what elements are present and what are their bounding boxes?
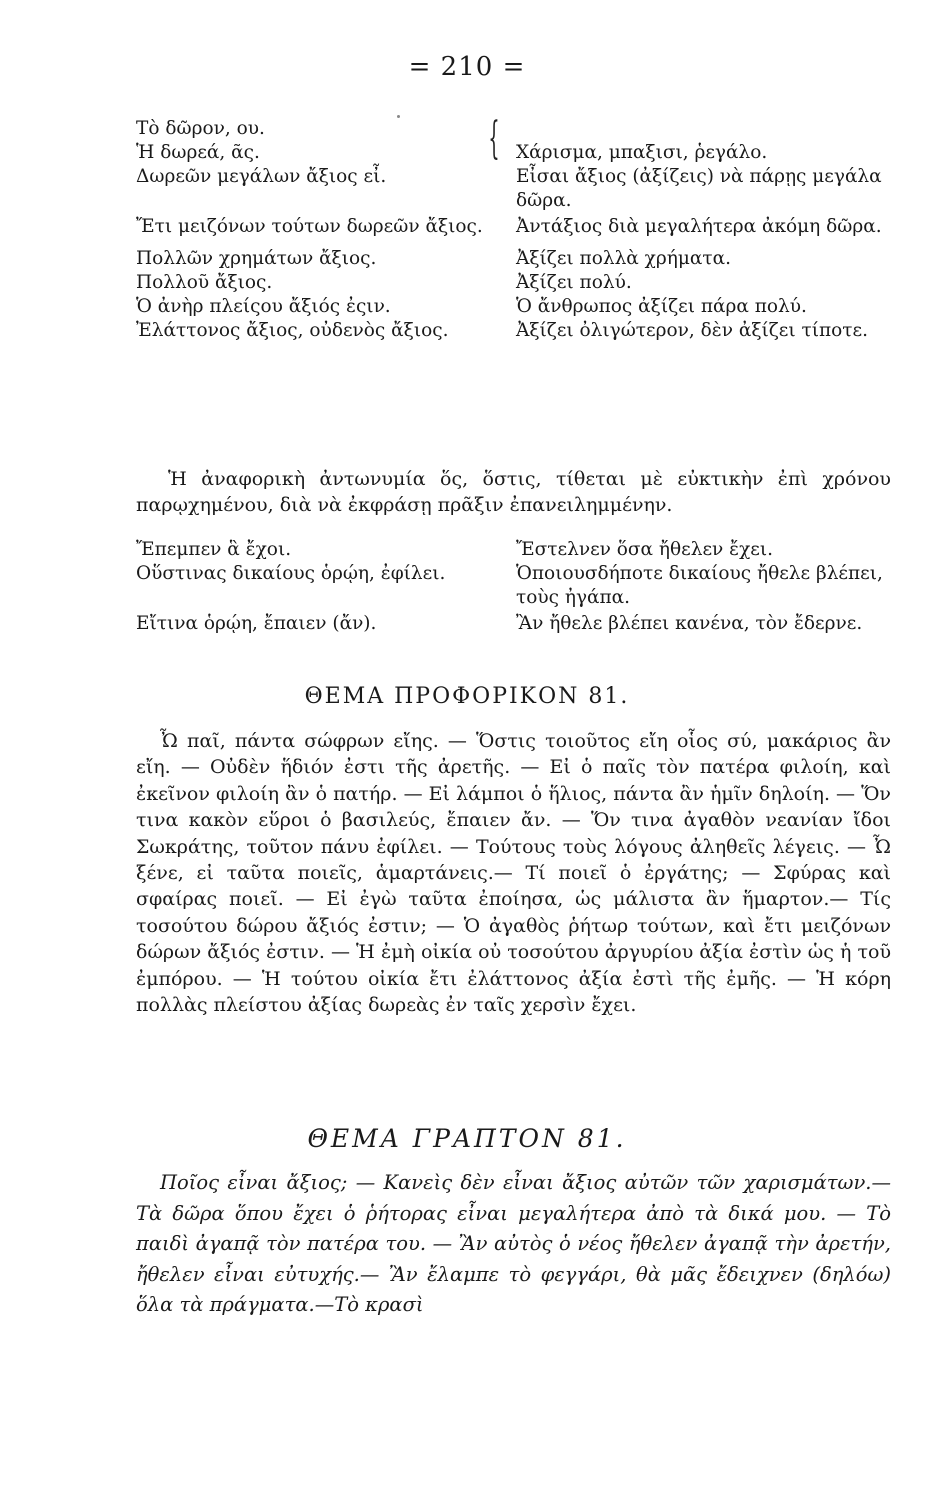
brace-mark: { xyxy=(488,113,500,164)
vocab-modern: Ἀξίζει ὀλιγώτερον, δὲν ἀξίζει τίποτε. xyxy=(516,320,869,341)
vocab-modern: Ἀντάξιος διὰ μεγαλήτερα ἀκόμη δῶρα. xyxy=(516,216,882,237)
vocab-row xyxy=(136,295,896,319)
vocab-ancient: Πολλῶν χρημάτων ἄξιος. xyxy=(136,248,377,269)
vocab-modern: Χάρισμα, μπαξισι, ῥεγάλο. xyxy=(516,142,768,163)
vocab-ancient: Τὸ δῶρον, ου. xyxy=(136,118,265,139)
vocab-modern: Ὁποιουσδήποτε δικαίους ἤθελε βλέπει, τοὺς ἠγάπα. xyxy=(516,563,883,608)
vocab-modern: Εἶσαι ἄξιος (ἀξίζεις) νὰ πάρῃς μεγάλα δῶρα. xyxy=(516,166,882,211)
vocab-modern: Ὁ ἄνθρωπος ἀξίζει πάρα πολύ. xyxy=(516,296,807,317)
vocab-modern: Ἀξίζει πολλὰ χρήματα. xyxy=(516,248,731,269)
vocab-ancient: Εἴτινα ὁρῴη, ἔπαιεν (ἄν). xyxy=(136,613,377,634)
vocab-block-1 xyxy=(136,113,896,343)
vocab-ancient: Δωρεῶν μεγάλων ἄξιος εἶ. xyxy=(136,166,387,187)
vocab-block-2 xyxy=(136,538,896,636)
vocab-row xyxy=(136,538,896,562)
vocab-modern: Ἀξίζει πολύ. xyxy=(516,272,632,293)
vocab-row xyxy=(136,562,896,610)
vocab-row xyxy=(136,319,896,343)
vocab-row xyxy=(136,612,896,636)
heading-oral: ΘΕΜΑ ΠΡΟΦΟΡΙΚΟΝ 81. xyxy=(304,684,630,709)
vocab-row xyxy=(136,165,896,213)
vocab-ancient: Οὕστινας δικαίους ὁρῴη, ἐφίλει. xyxy=(136,563,446,584)
page-number: = 210 = xyxy=(408,52,526,82)
vocab-ancient: Ἡ δωρεά, ᾶς. xyxy=(136,142,260,163)
vocab-ancient: Πολλοῦ ἄξιος. xyxy=(136,272,273,293)
vocab-row xyxy=(136,117,896,141)
vocab-row xyxy=(136,215,896,239)
vocab-modern: Ἔστελνεν ὅσα ἤθελεν ἔχει. xyxy=(516,539,774,560)
vocab-modern: Ἂν ἤθελε βλέπει κανένα, τὸν ἔδερνε. xyxy=(516,613,863,634)
heading-written: ΘΕΜΑ ΓΡΑΠΤΟΝ 81. xyxy=(307,1124,627,1153)
vocab-row xyxy=(136,247,896,271)
written-exercise-text: Ποῖος εἶναι ἄξιος; — Κανεὶς δὲν εἶναι ἄξιος αὐτῶν τῶν χαρισμάτων.— Τὰ δῶρα ὅπου ἔχει ὁ ῥήτορας εἶναι μεγαλήτερα ἀπὸ τὰ δικά μου. — Τὸ παιδὶ ἀγαπᾷ τὸν πατέρα του. — Ἂν αὐτὸς ὁ νέος ἤθελεν ἀγαπᾷ τὴν ἀρετήν, ἤθελεν εἶναι εὐτυχής.— Ἂν ἔλαμπε τὸ φεγγάρι, θὰ μᾶς ἔδειχνεν (δηλόω) ὅλα τὰ πράγματα.—Τὸ κρασὶ xyxy=(136,1171,891,1316)
oral-exercise-text: Ὦ παῖ, πάντα σώφρων εἴης. — Ὅστις τοιοῦτος εἴη οἷος σύ, μακάριος ἂν εἴη. — Οὐδὲν ἥδιόν ἐστι τῆς ἀρετῆς. — Εἰ ὁ παῖς τὸν πατέρα φιλοίη, καὶ ἐκεῖνον φιλοίη ἂν ὁ πατήρ. — Εἰ λάμποι ὁ ἥλιος, πάντα ἂν ἡμῖν δηλοίη. — Ὅν τινα κακὸν εὕροι ὁ βασιλεύς, ἔπαιεν ἄν. — Ὅν τινα ἀγαθὸν νεανίαν ἴδοι Σωκράτης, τοῦτον πάνυ ἐφίλει. — Τούτους τοὺς λόγους ἀληθεῖς λέγεις. — Ὦ ξένε, εἰ ταῦτα ποιεῖς, ἁμαρτάνεις.— Τί ποιεῖ ὁ ἐργάτης; — Σφύρας καὶ σφαίρας ποιεῖ. — Εἰ ἐγὼ ταῦτα ἐποίησα, ὡς μάλιστα ἂν ἥμαρτον.— Τίς τοσούτου δώρου ἄξιός ἐστιν; — Ὁ ἀγαθὸς ῥήτωρ τούτων, καὶ ἔτι μειζόνων δώρων ἄξιός ἐστιν. — Ἡ ἐμὴ οἰκία οὐ τοσούτου ἀργυρίου ἀξία ἐστὶν ὡς ἡ τοῦ ἐμπόρου. — Ἡ τούτου οἰκία ἔτι ἐλάττονος ἀξία ἐστὶ τῆς ἐμῆς. — Ἡ κόρη πολλὰς πλείστου ἀξίας δωρεὰς ἐν ταῖς χερσὶν ἔχει. xyxy=(136,730,891,1017)
vocab-ancient: Ἐλάττονος ἄξιος, οὐδενὸς ἄξιος. xyxy=(136,320,449,341)
vocab-row xyxy=(136,141,896,165)
vocab-ancient: Ἔτι μειζόνων τούτων δωρεῶν ἄξιος. xyxy=(136,216,483,237)
vocab-row xyxy=(136,271,896,295)
grammar-note: Ἡ ἀναφορικὴ ἀντωνυμία ὅς, ὅστις, τίθεται μὲ εὐκτικὴν ἐπὶ χρόνου παρῳχημένου, διὰ νὰ ἐκφράσῃ πρᾶξιν ἐπανειλημμένην. xyxy=(136,468,891,517)
vocab-ancient: Ἔπεμπεν ἃ ἔχοι. xyxy=(136,539,292,560)
vocab-ancient: Ὁ ἀνὴρ πλείςου ἄξιός ἐςιν. xyxy=(136,296,391,317)
